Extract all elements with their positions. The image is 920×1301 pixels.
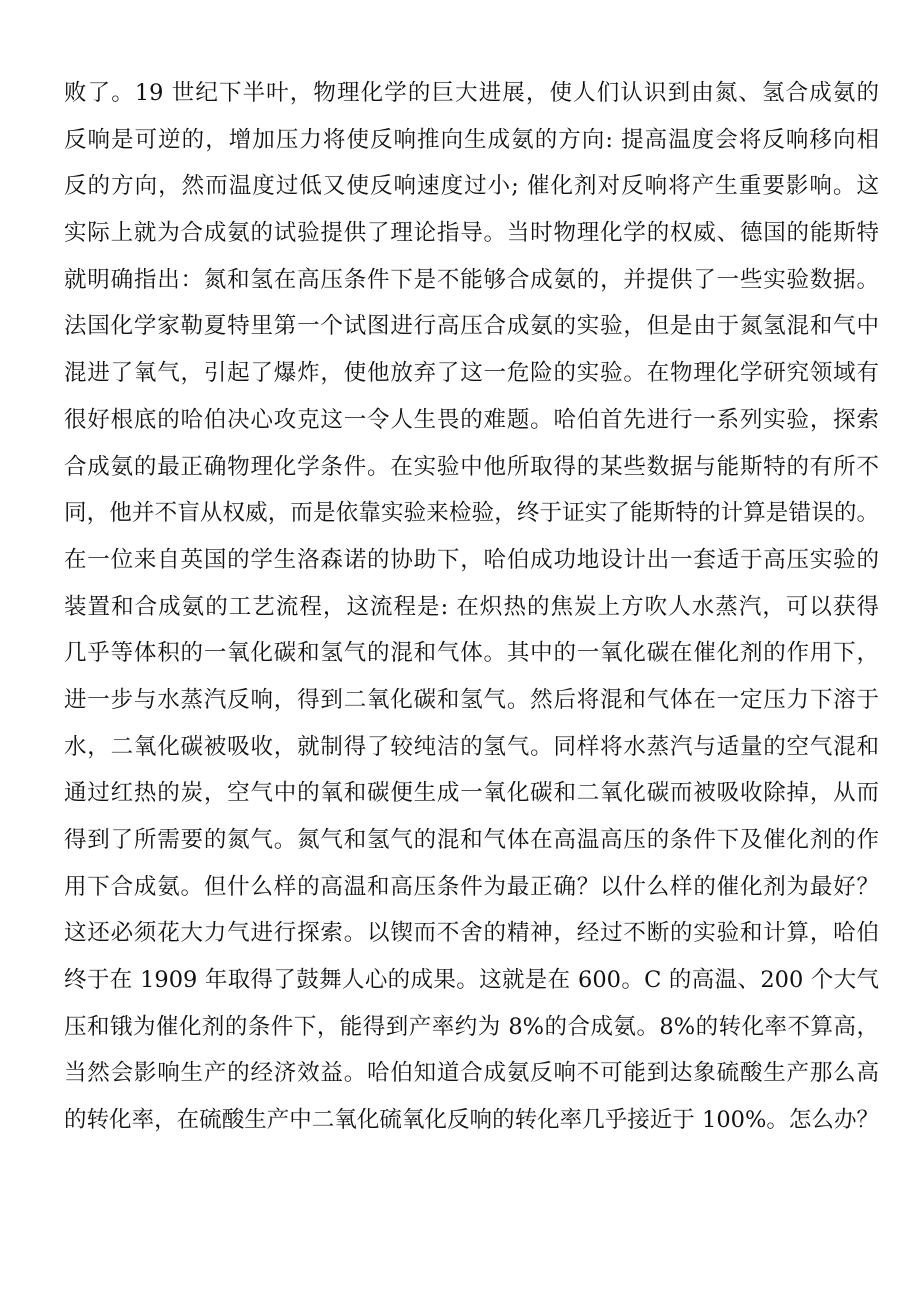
text-line: 的转化率，在硫酸生产中二氧化硫氧化反响的转化率几乎接近于 100%。怎么办？: [64, 1107, 879, 1134]
text-line: 很好根底的哈伯决心攻克这一令人生畏的难题。哈伯首先进行一系列实验，探索: [64, 406, 879, 433]
text-line: 反响是可逆的，增加压力将使反响推向生成氨的方向: 提高温度会将反响移向相: [64, 126, 879, 153]
text-line: 反的方向，然而温度过低又使反响速度过小; 催化剂对反响将产生重要影响。这: [64, 173, 879, 200]
text-line: 法国化学家勒夏特里第一个试图进行高压合成氨的实验，但是由于氮氢混和气中: [64, 313, 879, 340]
text-line: 通过红热的炭，空气中的氧和碳便生成一氧化碳和二氧化碳而被吸收除掉，从而: [64, 780, 879, 807]
text-line: 这还必须花大力气进行探索。以锲而不舍的精神，经过不断的实验和计算，哈伯: [64, 920, 879, 947]
text-line: 当然会影响生产的经济效益。哈伯知道合成氨反响不可能到达象硫酸生产那么高: [64, 1060, 879, 1087]
text-line: 在一位来自英国的学生洛森诺的协助下，哈伯成功地设计出一套适于高压实验的: [64, 546, 879, 573]
text-line: 水，二氧化碳被吸收，就制得了较纯洁的氢气。同样将水蒸汽与适量的空气混和: [64, 733, 879, 760]
body-text: [64, 70, 879, 1144]
text-line: 几乎等体积的一氧化碳和氢气的混和气体。其中的一氧化碳在催化剂的作用下，: [64, 640, 879, 667]
text-line: 终于在 1909 年取得了鼓舞人心的成果。这就是在 600。C 的高温、200 个大气: [64, 967, 879, 994]
text-line: 进一步与水蒸汽反响，得到二氧化碳和氢气。然后将混和气体在一定压力下溶于: [64, 686, 879, 713]
text-line: 装置和合成氨的工艺流程，这流程是: 在炽热的焦炭上方吹人水蒸汽，可以获得: [64, 593, 879, 620]
text-line: 压和锇为催化剂的条件下，能得到产率约为 8%的合成氨。8%的转化率不算高，: [64, 1013, 879, 1040]
text-line: 得到了所需要的氮气。氮气和氢气的混和气体在高温高压的条件下及催化剂的作: [64, 827, 879, 853]
text-line: 用下合成氨。但什么样的高温和高压条件为最正确？以什么样的催化剂为最好？: [64, 873, 879, 900]
text-line: 实际上就为合成氨的试验提供了理论指导。当时物理化学的权威、德国的能斯特: [64, 220, 879, 247]
text-line: 就明确指出：氮和氢在高压条件下是不能够合成氨的，并提供了一些实验数据。: [64, 266, 879, 293]
text-line: 混进了氧气，引起了爆炸，使他放弃了这一危险的实验。在物理化学研究领域有: [64, 360, 879, 387]
text-line: 败了。19 世纪下半叶，物理化学的巨大进展，使人们认识到由氮、氢合成氨的: [64, 80, 879, 106]
text-line: 合成氨的最正确物理化学条件。在实验中他所取得的某些数据与能斯特的有所不: [64, 453, 879, 480]
text-line: 同，他并不盲从权威，而是依靠实验来检验，终于证实了能斯特的计算是错误的。: [64, 500, 879, 527]
